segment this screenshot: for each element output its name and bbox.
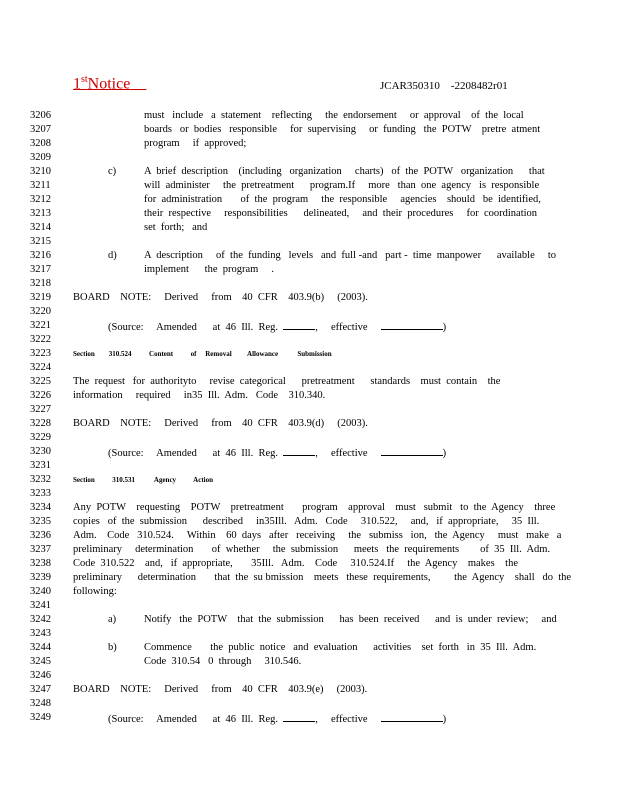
body-line: will administer the pretreatment program.If more than one agency is responsible <box>144 180 540 191</box>
body-line: preliminary determination of whether the submission meets the requirements of 35 Ill. Adm. <box>73 544 551 555</box>
jcar-code: JCAR350310 -2208482r01 <box>380 80 508 92</box>
body-line: Adm. Code 310.524. Within 60 days after receiving the submiss ion, the Agency must make a <box>73 530 562 541</box>
line-number: 3221 <box>30 320 51 331</box>
line-number: 3208 <box>30 138 51 149</box>
body-line: Any POTW requesting POTW pretreatment program approval must submit to the Agency three <box>73 502 556 513</box>
line-number: 3213 <box>30 208 51 219</box>
line-number: 3212 <box>30 194 51 205</box>
line-number: 3217 <box>30 264 51 275</box>
line-number: 3223 <box>30 348 51 359</box>
line-number: 3210 <box>30 166 51 177</box>
body-line: must include a statement reflecting the endorsement or approval of the local <box>144 110 524 121</box>
line-number: 3234 <box>30 502 51 513</box>
line-number: 3248 <box>30 698 51 709</box>
effective-blank <box>381 445 443 456</box>
line-number: 3236 <box>30 530 51 541</box>
source-note: (Source: Amended at 46 Ill. Reg. , effective ) <box>108 319 446 335</box>
body-line: Notify the POTW that the submission has been received and is under review; and <box>144 614 557 625</box>
reg-blank <box>283 319 315 330</box>
body-line: following: <box>73 586 117 597</box>
item-label-a: a) <box>108 614 117 625</box>
item-label-c: c) <box>108 166 117 177</box>
body-line: Commence the public notice and evaluation activities set forth in 35 Ill. Adm. <box>144 642 537 653</box>
body-line: boards or bodies responsible for supervising or funding the POTW pretre atment <box>144 124 541 135</box>
line-number: 3239 <box>30 572 51 583</box>
effective-blank <box>381 319 443 330</box>
line-number: 3245 <box>30 656 51 667</box>
line-number: 3244 <box>30 642 51 653</box>
line-number: 3242 <box>30 614 51 625</box>
body-line: set forth; and <box>144 222 208 233</box>
line-number: 3246 <box>30 670 51 681</box>
line-number: 3237 <box>30 544 51 555</box>
line-number: 3228 <box>30 418 51 429</box>
body-line: for administration of the program the responsible agencies should be identified, <box>144 194 541 205</box>
line-number: 3224 <box>30 362 51 373</box>
line-number: 3227 <box>30 404 51 415</box>
body-line: their respective responsibilities delineated, and their procedures for coordination <box>144 208 538 219</box>
body-line: Code 310.522 and, if appropriate, 35Ill. Adm. Code 310.524.If the Agency makes the <box>73 558 519 569</box>
line-number: 3226 <box>30 390 51 401</box>
line-number: 3233 <box>30 488 51 499</box>
item-label-d: d) <box>108 250 117 261</box>
line-number: 3229 <box>30 432 51 443</box>
body-line: The request for authorityto revise categorical pretreatment standards must contain the <box>73 376 501 387</box>
body-line: A description of the funding levels and full -and part - time manpower available to <box>144 250 557 261</box>
body-line: information required in35 Ill. Adm. Code 310.340. <box>73 390 326 401</box>
reg-blank <box>283 711 315 722</box>
line-number: 3240 <box>30 586 51 597</box>
line-number: 3216 <box>30 250 51 261</box>
body-line: program if approved; <box>144 138 247 149</box>
body-line: Code 310.54 0 through 310.546. <box>144 656 302 667</box>
body-line: preliminary determination that the su bmission meets these requirements, the Agency shall do the <box>73 572 572 583</box>
section-heading: Section 310.531 Agency Action <box>73 476 213 484</box>
line-number: 3235 <box>30 516 51 527</box>
notice-suffix: Notice <box>87 75 131 93</box>
line-number: 3214 <box>30 222 51 233</box>
line-number: 3230 <box>30 446 51 457</box>
section-heading: Section 310.524 Content of Removal Allowance Submission <box>73 350 332 358</box>
body-line: A brief description (including organization charts) of the POTW organization that <box>144 166 545 177</box>
body-line: copies of the submission described in35Ill. Adm. Code 310.522, and, if appropriate, 35 Ill. <box>73 516 540 527</box>
item-label-b: b) <box>108 642 117 653</box>
notice-heading <box>73 74 146 93</box>
line-number: 3207 <box>30 124 51 135</box>
line-number: 3215 <box>30 236 51 247</box>
line-number: 3247 <box>30 684 51 695</box>
line-number: 3238 <box>30 558 51 569</box>
body-line: implement the program . <box>144 264 275 275</box>
notice-superscript: st <box>81 74 88 85</box>
line-number: 3241 <box>30 600 51 611</box>
line-number: 3232 <box>30 474 51 485</box>
line-number: 3206 <box>30 110 51 121</box>
notice-prefix: 1 <box>73 75 81 93</box>
board-note: BOARD NOTE: Derived from 40 CFR 403.9(b) (2003). <box>73 292 368 303</box>
effective-blank <box>381 711 443 722</box>
line-number: 3225 <box>30 376 51 387</box>
line-number: 3220 <box>30 306 51 317</box>
line-number: 3209 <box>30 152 51 163</box>
line-number: 3219 <box>30 292 51 303</box>
board-note: BOARD NOTE: Derived from 40 CFR 403.9(d) (2003). <box>73 418 368 429</box>
board-note: BOARD NOTE: Derived from 40 CFR 403.9(e) (2003). <box>73 684 368 695</box>
line-number: 3222 <box>30 334 51 345</box>
line-number: 3249 <box>30 712 51 723</box>
line-number: 3243 <box>30 628 51 639</box>
source-note: (Source: Amended at 46 Ill. Reg. , effective ) <box>108 445 446 461</box>
source-note: (Source: Amended at 46 Ill. Reg. , effective ) <box>108 711 446 727</box>
line-number: 3218 <box>30 278 51 289</box>
reg-blank <box>283 445 315 456</box>
line-number: 3231 <box>30 460 51 471</box>
line-number: 3211 <box>30 180 51 191</box>
